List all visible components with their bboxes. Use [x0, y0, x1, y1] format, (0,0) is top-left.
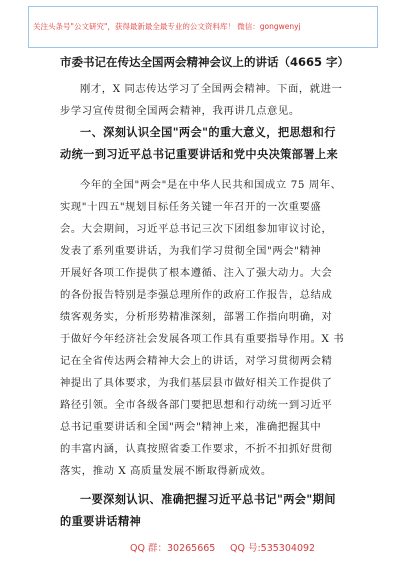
paragraph-line: 会。大会期间，习近平总书记三次下团组参加审议讨论，	[60, 223, 333, 235]
paragraph-line: 的丰富内涵，认真按照省委工作要求，不折不扣抓好贯彻	[60, 443, 333, 455]
paragraph-line: 开展好各项工作提供了根本遵循、注入了强大动力。大会	[60, 267, 333, 279]
footer-qq-group: QQ 群：30265665	[130, 543, 216, 554]
paragraph-line: 总书记重要讲话和全国"两会"精神上来，准确把握其中	[60, 421, 322, 433]
section-heading: 一、深刻认识全国"两会"的重大意义，把思想和行	[80, 126, 336, 139]
subheading: 一要深刻认识、准确把握习近平总书记"两会"期间	[80, 493, 336, 506]
section-heading: 动统一到习近平总书记重要讲话和党中央决策部署上来	[60, 148, 339, 161]
intro-line: 步学习宣传贯彻全国两会精神，我再讲几点意见。	[60, 105, 300, 117]
paragraph-line: 发表了系列重要讲话，为我们学习贯彻全国"两会"精神	[60, 245, 322, 257]
document-title: 市委书记在传达全国两会精神会议上的讲话（4665 字）	[60, 55, 350, 69]
paragraph-line: 神提出了具体要求，为我们基层县市做好相关工作提供了	[60, 377, 333, 389]
paragraph-line: 落实，推动 X 高质量发展不断取得新成效。	[60, 465, 272, 477]
paragraph-line: 今年的全国"两会"是在中华人民共和国成立 75 周年、	[80, 179, 342, 191]
paragraph-line: 实现"十四五"规划目标任务关键一年召开的一次重要盛	[60, 201, 322, 213]
banner-text: 关注头条号"公文研究"，获得最新最全最专业的公文资料库！ 微信：gongwenyj	[33, 22, 301, 31]
paragraph-line: 路径引领。全市各级各部门要把思想和行动统一到习近平	[60, 399, 333, 411]
paragraph-line: 记在全省传达两会精神大会上的讲话，对学习贯彻两会精	[60, 355, 333, 367]
subheading: 的重要讲话精神	[60, 515, 142, 528]
paragraph-line: 的各份报告特别是李强总理所作的政府工作报告，总结成	[60, 289, 333, 301]
paragraph-line: 于做好今年经济社会发展各项工作具有重要指导作用。X 书	[60, 333, 345, 345]
paragraph-line: 绩客观务实，分析形势精准深刻，部署工作指向明确，对	[60, 311, 333, 323]
footer-qq-number: QQ 号:535304092	[230, 543, 316, 554]
header-banner	[28, 6, 378, 48]
intro-line: 刚才，X 同志传达学习了全国两会精神。下面，就进一	[80, 83, 343, 95]
